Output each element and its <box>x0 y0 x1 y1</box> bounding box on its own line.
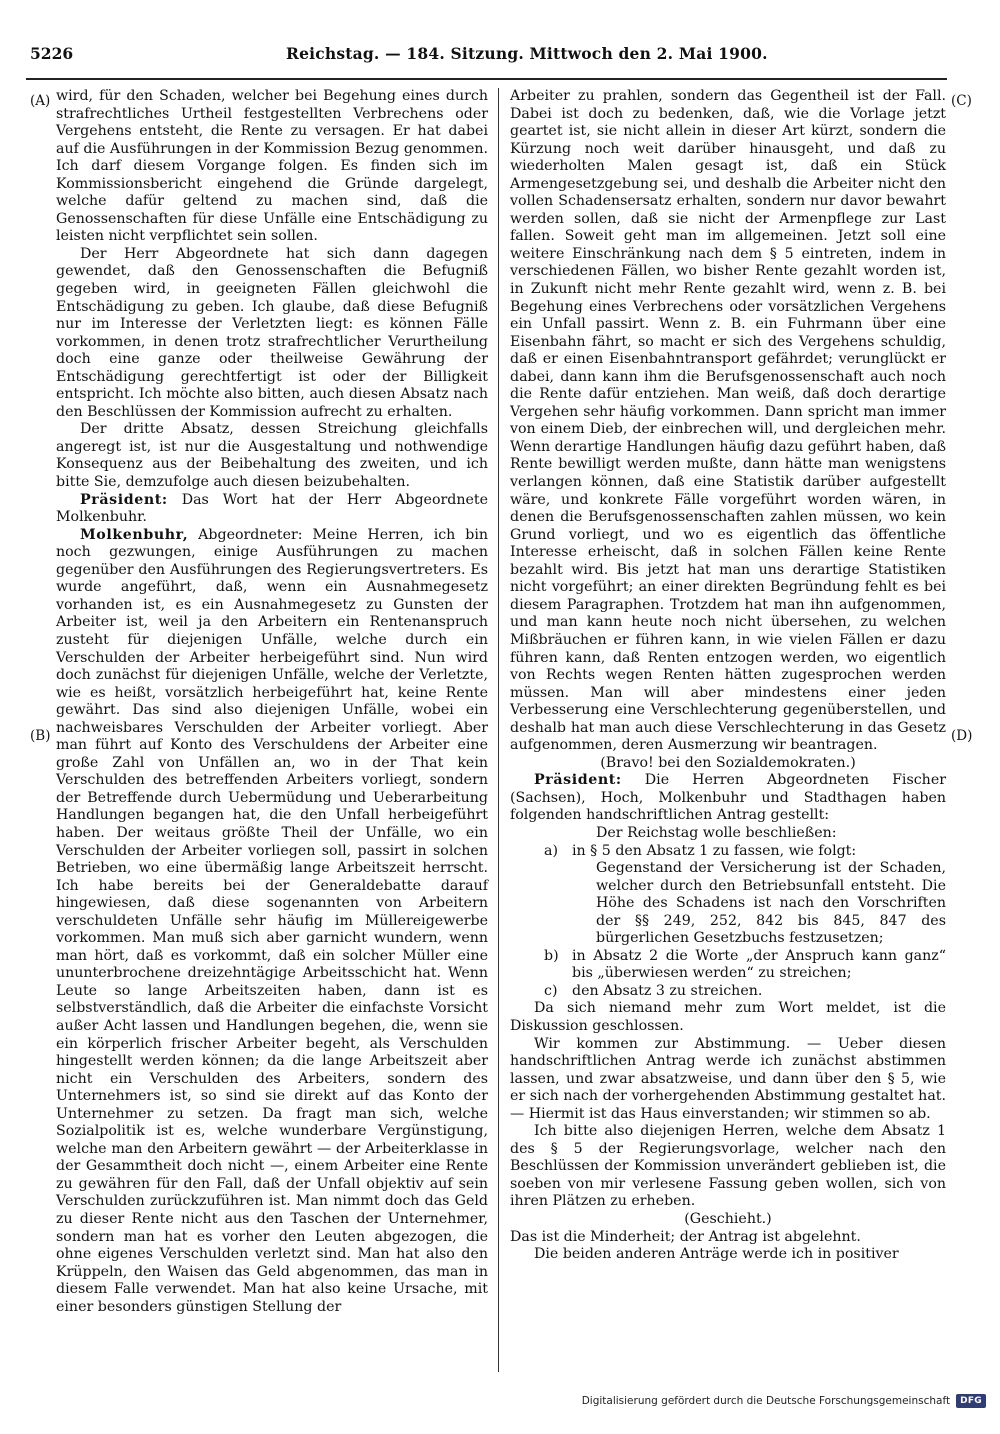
paragraph: wird, für den Schaden, welcher bei Begehung eines durch strafrechtliches Urtheil festgestellten Verbrechens oder Vergehens entsteht, die Rente zu versagen. Er hat dabei auf die Ausführungen in der Kommission Bezug genommen. Ich darf diesem Vorgange folgen. Es finden sich im Kommissionsbericht eingehend die Gründe dargelegt, welche dafür geltend zu machen sind, daß die Genossenschaften für diese Unfälle eine Entschädigung zu leisten nicht verpflichtet sein sollen. <box>56 88 488 245</box>
motion-text <box>510 825 946 1000</box>
speech-text: Das Wort hat der Herr Abgeordnete Molkenbuhr. <box>56 491 488 526</box>
credit-text: Digitalisierung gefördert durch die Deutsche Forschungsgemeinschaft <box>581 1395 951 1407</box>
left-column <box>56 88 488 1316</box>
right-column <box>510 88 946 1264</box>
column-divider <box>498 88 499 1372</box>
motion-label: a) <box>544 842 558 859</box>
page-number: 5226 <box>30 44 74 63</box>
paragraph: Das ist die Minderheit; der Antrag ist abgelehnt. <box>510 1228 861 1245</box>
speech-text: Abgeordneter: Meine Herren, ich bin noch gezwungen, einige Ausführungen zu machen gegenüber den Ausführungen des Regierungsvertreters. Es wurde angeführt, daß, wenn ein Ausnahmegesetz vorhanden ist, es ein Ausnahmegesetz zu Gunsten der Arbeiter ist, weil ja den Arbeitern ein Rentenanspruch zusteht für diejenigen Unfälle, welche durch ein Verschulden der Arbeiter herbeigeführt sind. Nun wird doch zunächst für diejenigen Unfälle, welche der Verletzte, wie es heißt, vorsätzlich herbeigeführt hat, keine Rente gewährt. Das sind also diejenigen Unfälle, wobei ein nachweisbares Verschulden der Arbeiter vorliegt. Aber man führt auf Konto des Verschuldens der Arbeiter eine große Zahl von Unfällen an, wo in der That kein Verschulden des betreffenden Arbeiters vorliegt, sondern der Betreffende durch Uebermüdung und Ueberarbeitung Handlungen begangen hat, die den Unfall herbeigeführt haben. Der weitaus größte Theil der Unfälle, wo ein Verschulden der Arbeiter vorliegen soll, passirt in solchen Betrieben, wo eine übermäßig lange Arbeitszeit herrscht. Ich habe bereits bei der Generaldebatte darauf hingewiesen, daß diese sogenannten von Arbeitern verschuldeten Unfälle sehr häufig im Müllereigewerbe vorkommen. Man muß sich aber garnicht wundern, wenn man hört, daß es vorkommt, daß ein solcher Müller eine ununterbrochene dreizehntägige Arbeitsschicht hat. Wenn Leute so lange Arbeitszeiten haben, dann ist es selbstverständlich, daß die Arbeiter die einfachste Vorsicht außer Acht lassen und Handlungen begehen, die, wenn sie ein körperlich frischer Arbeiter begeht, als Verschulden hingestellt werden können; da die lange Arbeitszeit aber nicht ein Verschulden des Arbeiters, sondern des Unternehmers ist, so sind sie direkt auf das Konto der Unternehmer zu setzen. Da fragt man sich, welche Sozialpolitik ist es, welche wunderbare Vergünstigung, welche man den Arbeitern gewährt — der Arbeiterklasse in der Gesammtheit doch nicht —, einem Arbeiter eine Rente zu gewähren für den Fall, daß der Unfall objektiv auf sein Verschulden zurückzuführen ist. Man nimmt doch das Geld zu dieser Rente nicht aus den Taschen der Unternehmer, sondern man hat es vorher den Leuten abgezogen, die ohne eigenes Verschulden verletzt sind. Man hat also den Krüppeln, den Waisen das Geld abgenommen, das man in diesem Falle verwendet. Man hat also keine Ursache, mit einer besonders günstigen Stellung der <box>56 526 488 1315</box>
motion-item-text: in Absatz 2 die Worte „der Anspruch kann ganz“ bis „überwiesen werden“ zu streichen; <box>572 947 946 982</box>
margin-marker-b: (B) <box>30 728 51 744</box>
motion-item-a-wording <box>510 860 946 948</box>
header-rule <box>26 78 947 80</box>
motion-item-a <box>510 843 946 861</box>
procedure-note: (Geschieht.) <box>684 1211 772 1227</box>
motion-item-c <box>510 983 946 1001</box>
paragraph: Ich bitte also diejenigen Herren, welche dem Absatz 1 des § 5 der Regierungsvorlage, welcher nach den Beschlüssen der Kommission unverändert geblieben ist, die soeben von mir verlesene Fassung geben wollen, sich von ihren Plätzen zu erheben. <box>510 1123 946 1210</box>
margin-marker-d: (D) <box>951 728 973 744</box>
paragraph: Der dritte Absatz, dessen Streichung gleichfalls angeregt ist, ist nur die Ausgestaltung und nothwendige Konsequenz aus der Beibehaltung des zweiten, und ich bitte Sie, demzufolge auch diesen beizubehalten. <box>56 421 488 491</box>
speaker-paragraph <box>510 772 946 825</box>
motion-label: b) <box>544 947 559 964</box>
dfg-logo-icon: DFG <box>956 1394 986 1408</box>
margin-marker-c: (C) <box>951 93 972 109</box>
digitization-credit <box>582 1390 986 1412</box>
motion-label: c) <box>544 982 558 999</box>
paragraph: Arbeiter zu prahlen, sondern das Gegentheil ist der Fall. Dabei ist doch zu bedenken, daß, wie die Vorlage jetzt geartet ist, sie nicht allein in dieser Art kürzt, sondern die Kürzung noch weit darüber hinausgeht, und daß zu wiederholten Malen gesagt ist, daß ein Stück Armengesetzgebung sei, und deshalb die Arbeiter nicht den vollen Schadensersatz erhalten, sondern nur davor bewahrt werden sollen, daß sie nicht der Armenpflege zur Last fallen. Soweit geht man im allgemeinen. Jetzt soll eine weitere Einschränkung nach dem § 5 eintreten, indem in verschiedenen Fällen, wo bisher Rente gezahlt worden ist, in Zukunft nicht mehr Rente gezahlt wird, wenn z. B. bei Begehung eines Verbrechens oder vorsätzlichen Vergehens ein Unfall passirt. Wenn z. B. ein Fuhrmann über eine Eisenbahn fährt, so macht er sich des Vergehens schuldig, daß er einen Eisenbahntransport gefährdet; verunglückt er dabei, dann kann ihm die Berufsgenossenschaft auch noch die Rente dafür entziehen. Man weiß, daß doch derartige Vergehen sehr häufig vorkommen. Dann spricht man immer von einem Dieb, der einbrechen will, und dergleichen mehr. Wenn derartige Handlungen häufig dazu geführt haben, daß Rente bewilligt werden mußte, dann hätte man wenigstens verlangen können, daß eine Statistik darüber aufgestellt wäre, und konkrete Fälle vorgeführt worden wären, in denen die Berufsgenossenschaften zahlen müssen, wo kein Grund vorliegt, und wo es eigentlich das öffentliche Interesse erheischt, daß in solchen Fällen keine Rente bezahlt wird. Bis jetzt hat man uns derartige Statistiken nicht vorgeführt; an einer direkten Begründung fehlt es bei diesem Paragraphen. Trotzdem hat man ihn aufgenommen, und man kann heute noch nicht übersehen, zu welchen Mißbräuchen er führen kann, in wie vielen Fällen er dazu führen kann, daß Renten entzogen werden, wo eigentlich von Rechts wegen Renten hätten zugesprochen werden müssen. Man will aber mindestens einer jeden Verbesserung eine Verschlechterung gegenüberstellen, und deshalb hat man auch diese Verschlechterung in das Gesetz aufgenommen, deren Ausmerzung wir beantragen. <box>510 88 947 754</box>
margin-marker-a: (A) <box>30 93 51 109</box>
speech-text: Die Herren Abgeordneten Fischer (Sachsen), Hoch, Molkenbuhr und Stadthagen haben folgenden handschriftlichen Antrag gestellt: <box>510 772 946 824</box>
running-title: Reichstag. — 184. Sitzung. Mittwoch den 2. Mai 1900. <box>286 44 768 63</box>
speaker-name: Molkenbuhr, <box>80 526 189 543</box>
motion-wording-text: Gegenstand der Versicherung ist der Schaden, welcher durch den Betriebsunfall entsteht. Die Höhe des Schadens ist nach den Vorschriften der §§ 249, 252, 842 bis 845, 847 des bürgerlichen Gesetzbuchs festzusetzen; <box>596 860 946 947</box>
motion-item-b <box>510 948 946 983</box>
page-header <box>30 44 945 68</box>
speaker-paragraph <box>56 527 488 1317</box>
speaker-name: Präsident: <box>80 491 168 508</box>
motion-item-text: in § 5 den Absatz 1 zu fassen, wie folgt: <box>572 842 857 859</box>
paragraph: Die beiden anderen Anträge werde ich in positiver <box>534 1246 899 1263</box>
speaker-name: Präsident: <box>534 772 622 789</box>
paragraph: Da sich niemand mehr zum Wort meldet, ist die Diskussion geschlossen. <box>510 1000 946 1034</box>
speaker-paragraph <box>56 492 488 527</box>
paragraph: Der Herr Abgeordnete hat sich dann dagegen gewendet, daß den Genossenschaften die Befugniß gegeben wird, in geeigneten Fällen gleichwohl die Entschädigung zu geben. Ich glaube, daß diese Befugniß nur im Interesse der Verletzten liegt: es können Fälle vorkommen, in denen trotz strafrechtlicher Verurtheilung doch eine ganze oder theilweise Gewährung der Entschädigung gerechtfertigt ist oder der Billigkeit entspricht. Ich möchte also bitten, auch diesen Absatz nach den Beschlüssen der Kommission aufrecht zu erhalten. <box>56 245 488 420</box>
motion-item-text: den Absatz 3 zu streichen. <box>572 982 763 999</box>
paragraph: Wir kommen zur Abstimmung. — Ueber diesen handschriftlichen Antrag werde ich zunächst abstimmen lassen, und zwar absatzweise, und dann über den § 5, wie er sich nach der vorhergehenden Abstimmung gestaltet hat. — Hiermit ist das Haus einverstanden; wir stimmen so ab. <box>510 1035 946 1122</box>
motion-intro: Der Reichstag wolle beschließen: <box>596 824 837 841</box>
applause-note: (Bravo! bei den Sozialdemokraten.) <box>600 754 856 771</box>
